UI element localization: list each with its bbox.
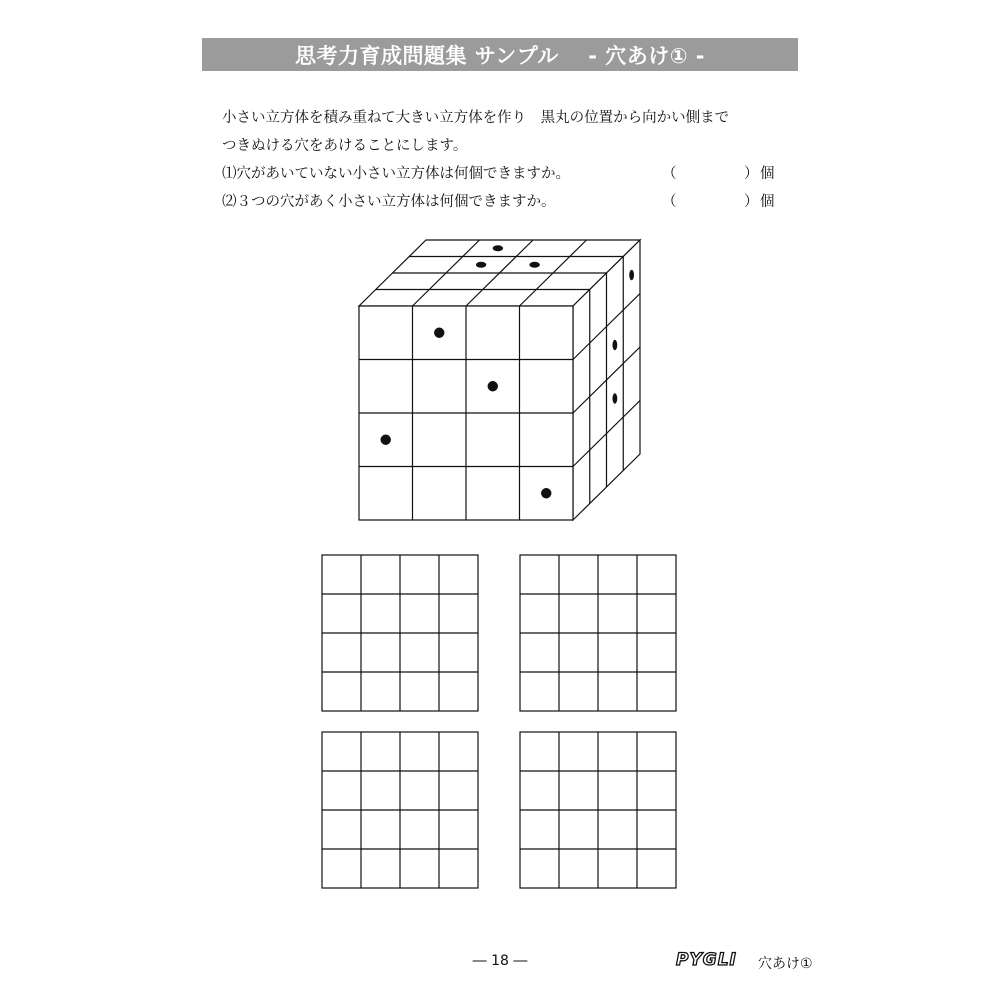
top-hole-dot <box>476 262 486 268</box>
side-hole-dot <box>612 393 617 403</box>
front-hole-dot <box>434 328 444 338</box>
footer-section-title: 穴あけ① <box>758 956 813 972</box>
answer-1-unit: 個 <box>760 166 775 182</box>
top-hole-dot <box>493 245 503 251</box>
brand-logo: PYGLI <box>676 950 737 970</box>
front-hole-dot <box>488 381 498 391</box>
answer-2-close-paren: ） <box>744 194 759 210</box>
page-number: ― 18 ― <box>472 953 528 969</box>
answer-1-close-paren: ） <box>744 166 759 182</box>
answer-2-open-paren: （ <box>662 194 677 210</box>
instruction-line-2: つきぬける穴をあけることにします。 <box>222 138 468 154</box>
page-subtitle: - 穴あけ① - <box>588 43 706 68</box>
top-hole-dot <box>529 262 539 268</box>
front-hole-dot <box>541 488 551 498</box>
page-title: 思考力育成問題集 サンプル <box>294 43 559 68</box>
answer-2-unit: 個 <box>760 194 775 210</box>
side-hole-dot <box>612 340 617 350</box>
instruction-line-1: 小さい立方体を積み重ねて大きい立方体を作り 黒丸の位置から向かい側まで <box>222 110 730 126</box>
side-hole-dot <box>629 270 634 280</box>
question-1-text: ⑴穴があいていない小さい立方体は何個できますか。 <box>222 166 570 182</box>
front-hole-dot <box>381 435 391 445</box>
question-2-text: ⑵３つの穴があく小さい立方体は何個できますか。 <box>222 194 556 210</box>
answer-1-open-paren: （ <box>662 166 677 182</box>
